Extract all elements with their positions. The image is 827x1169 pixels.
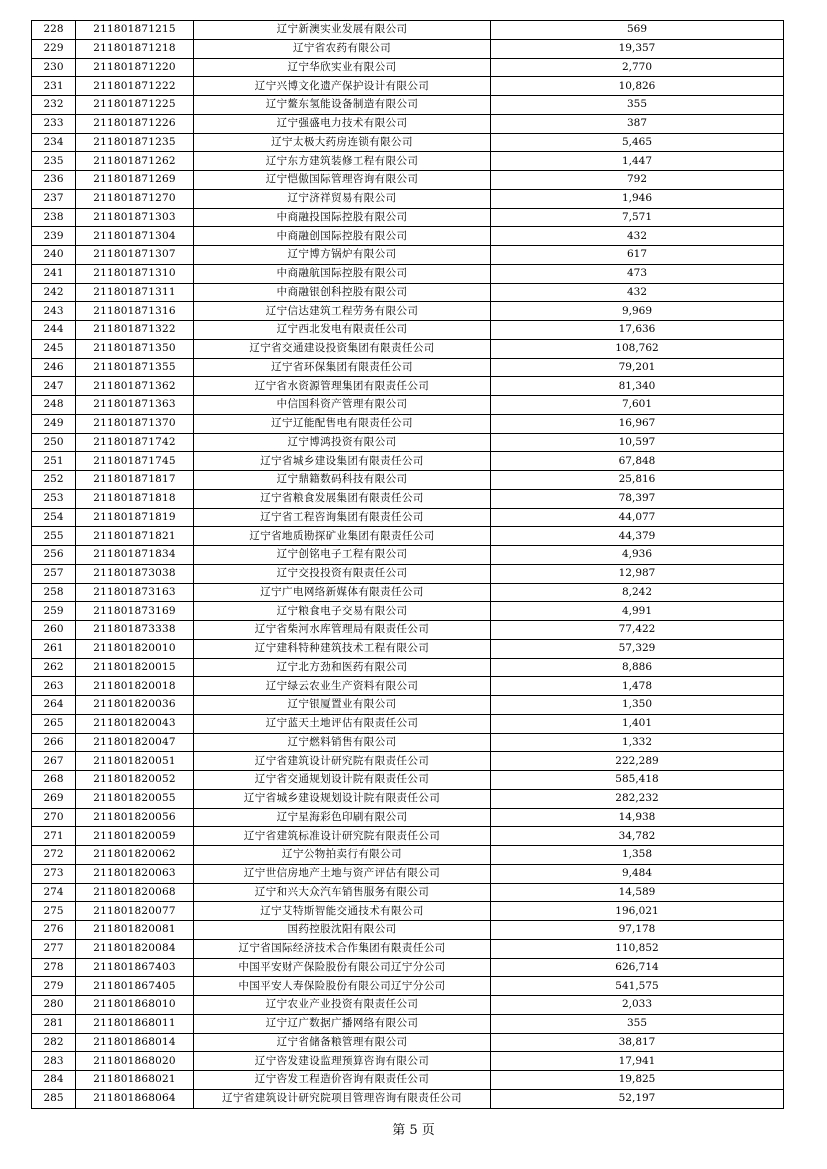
code-cell: 211801871316 [76,302,194,321]
table-row [32,658,784,677]
amount-cell: 19,357 [491,39,784,58]
table-row [32,283,784,302]
amount-cell: 67,848 [491,452,784,471]
table-row [32,302,784,321]
amount-cell: 1,478 [491,677,784,696]
company-name-cell: 中商融投国际控股有限公司 [194,208,491,227]
code-cell: 211801867403 [76,958,194,977]
amount-cell: 617 [491,246,784,265]
company-name-cell: 辽宁强盛电力技术有限公司 [194,114,491,133]
amount-cell: 1,358 [491,846,784,865]
code-cell: 211801871215 [76,21,194,40]
code-cell: 211801820018 [76,677,194,696]
table-row [32,546,784,565]
table-row [32,921,784,940]
code-cell: 211801871262 [76,152,194,171]
company-name-cell: 辽宁粮食电子交易有限公司 [194,602,491,621]
company-name-cell: 辽宁济祥贸易有限公司 [194,189,491,208]
row-number-cell: 280 [32,996,76,1015]
row-number-cell: 238 [32,208,76,227]
amount-cell: 432 [491,283,784,302]
company-name-cell: 中商融银创科控股有限公司 [194,283,491,302]
company-name-cell: 中信国科资产管理有限公司 [194,396,491,415]
row-number-cell: 272 [32,846,76,865]
amount-cell: 108,762 [491,339,784,358]
table-row [32,808,784,827]
company-name-cell: 辽宁西北发电有限责任公司 [194,321,491,340]
code-cell: 211801867405 [76,977,194,996]
company-name-cell: 辽宁省建筑设计研究院有限责任公司 [194,752,491,771]
code-cell: 211801871303 [76,208,194,227]
code-cell: 211801871370 [76,414,194,433]
company-name-cell: 辽宁省农药有限公司 [194,39,491,58]
code-cell: 211801868021 [76,1071,194,1090]
row-number-cell: 239 [32,227,76,246]
amount-cell: 282,232 [491,789,784,808]
amount-cell: 196,021 [491,902,784,921]
amount-cell: 1,332 [491,733,784,752]
amount-cell: 10,597 [491,433,784,452]
table-row [32,733,784,752]
row-number-cell: 243 [32,302,76,321]
code-cell: 211801873163 [76,583,194,602]
amount-cell: 34,782 [491,827,784,846]
company-name-cell: 辽宁恺傲国际管理咨询有限公司 [194,171,491,190]
code-cell: 211801868011 [76,1014,194,1033]
table-row [32,133,784,152]
amount-cell: 25,816 [491,471,784,490]
company-name-cell: 辽宁农业产业投资有限责任公司 [194,996,491,1015]
code-cell: 211801871362 [76,377,194,396]
company-name-cell: 辽宁省工程咨询集团有限责任公司 [194,508,491,527]
code-cell: 211801820063 [76,864,194,883]
amount-cell: 355 [491,1014,784,1033]
row-number-cell: 229 [32,39,76,58]
row-number-cell: 234 [32,133,76,152]
code-cell: 211801871270 [76,189,194,208]
code-cell: 211801868014 [76,1033,194,1052]
amount-cell: 569 [491,21,784,40]
code-cell: 211801871818 [76,489,194,508]
row-number-cell: 269 [32,789,76,808]
company-name-cell: 辽宁兴博文化遗产保护设计有限公司 [194,77,491,96]
table-row [32,433,784,452]
amount-cell: 5,465 [491,133,784,152]
row-number-cell: 255 [32,527,76,546]
row-number-cell: 273 [32,864,76,883]
company-name-cell: 辽宁和兴大众汽车销售服务有限公司 [194,883,491,902]
code-cell: 211801871218 [76,39,194,58]
row-number-cell: 231 [32,77,76,96]
company-name-cell: 辽宁蓝天土地评估有限责任公司 [194,714,491,733]
row-number-cell: 250 [32,433,76,452]
row-number-cell: 230 [32,58,76,77]
amount-cell: 9,484 [491,864,784,883]
table-row [32,902,784,921]
company-name-cell: 辽宁省储备粮管理有限公司 [194,1033,491,1052]
amount-cell: 44,077 [491,508,784,527]
code-cell: 211801871225 [76,96,194,115]
row-number-cell: 251 [32,452,76,471]
amount-cell: 79,201 [491,358,784,377]
amount-cell: 1,401 [491,714,784,733]
row-number-cell: 236 [32,171,76,190]
row-number-cell: 276 [32,921,76,940]
company-name-cell: 辽宁世信房地产土地与资产评估有限公司 [194,864,491,883]
code-cell: 211801871745 [76,452,194,471]
table-row [32,1089,784,1108]
row-number-cell: 244 [32,321,76,340]
page-number: 第 5 页 [392,1123,435,1138]
amount-cell: 1,447 [491,152,784,171]
company-name-cell: 辽宁咨发工程造价咨询有限责任公司 [194,1071,491,1090]
table-row [32,639,784,658]
amount-cell: 7,601 [491,396,784,415]
amount-cell: 14,589 [491,883,784,902]
row-number-cell: 260 [32,621,76,640]
code-cell: 211801873338 [76,621,194,640]
amount-cell: 57,329 [491,639,784,658]
code-cell: 211801871742 [76,433,194,452]
code-cell: 211801871220 [76,58,194,77]
company-name-cell: 中国平安人寿保险股份有限公司辽宁分公司 [194,977,491,996]
row-number-cell: 274 [32,883,76,902]
amount-cell: 1,946 [491,189,784,208]
code-cell: 211801820055 [76,789,194,808]
row-number-cell: 245 [32,339,76,358]
row-number-cell: 235 [32,152,76,171]
table-body [32,21,784,1109]
company-name-cell: 辽宁艾特斯智能交通技术有限公司 [194,902,491,921]
company-name-cell: 中商融航国际控股有限公司 [194,264,491,283]
table-row [32,152,784,171]
row-number-cell: 232 [32,96,76,115]
code-cell: 211801871322 [76,321,194,340]
table-row [32,771,784,790]
company-name-cell: 中商融创国际控股有限公司 [194,227,491,246]
row-number-cell: 253 [32,489,76,508]
row-number-cell: 283 [32,1052,76,1071]
row-number-cell: 278 [32,958,76,977]
table-row [32,39,784,58]
row-number-cell: 246 [32,358,76,377]
table-row [32,939,784,958]
code-cell: 211801820052 [76,771,194,790]
amount-cell: 16,967 [491,414,784,433]
company-name-cell: 辽宁建科特种建筑技术工程有限公司 [194,639,491,658]
table-row [32,621,784,640]
amount-cell: 541,575 [491,977,784,996]
row-number-cell: 265 [32,714,76,733]
table-row [32,883,784,902]
row-number-cell: 279 [32,977,76,996]
company-name-cell: 辽宁鳌东氢能设备制造有限公司 [194,96,491,115]
row-number-cell: 237 [32,189,76,208]
row-number-cell: 263 [32,677,76,696]
company-name-cell: 辽宁省地质勘探矿业集团有限责任公司 [194,527,491,546]
company-name-cell: 辽宁交投投资有限责任公司 [194,564,491,583]
table-row [32,527,784,546]
code-cell: 211801820084 [76,939,194,958]
code-cell: 211801868020 [76,1052,194,1071]
company-name-cell: 辽宁创铭电子工程有限公司 [194,546,491,565]
table-row [32,846,784,865]
company-name-cell: 辽宁新澳实业发展有限公司 [194,21,491,40]
row-number-cell: 228 [32,21,76,40]
code-cell: 211801820036 [76,696,194,715]
table-row [32,752,784,771]
code-cell: 211801820010 [76,639,194,658]
table-row [32,321,784,340]
amount-cell: 8,242 [491,583,784,602]
company-name-cell: 辽宁省环保集团有限责任公司 [194,358,491,377]
company-name-cell: 辽宁北方劲和医药有限公司 [194,658,491,677]
amount-cell: 8,886 [491,658,784,677]
code-cell: 211801820062 [76,846,194,865]
amount-cell: 14,938 [491,808,784,827]
row-number-cell: 281 [32,1014,76,1033]
company-name-cell: 辽宁广电网络新媒体有限责任公司 [194,583,491,602]
row-number-cell: 249 [32,414,76,433]
code-cell: 211801868010 [76,996,194,1015]
code-cell: 211801871350 [76,339,194,358]
code-cell: 211801820059 [76,827,194,846]
table-row [32,171,784,190]
amount-cell: 7,571 [491,208,784,227]
amount-cell: 432 [491,227,784,246]
amount-cell: 387 [491,114,784,133]
table-row [32,508,784,527]
code-cell: 211801871817 [76,471,194,490]
amount-cell: 78,397 [491,489,784,508]
row-number-cell: 241 [32,264,76,283]
company-name-cell: 国药控股沈阳有限公司 [194,921,491,940]
code-cell: 211801871307 [76,246,194,265]
table-row [32,452,784,471]
company-name-cell: 辽宁公物拍卖行有限公司 [194,846,491,865]
company-name-cell: 辽宁省交通规划设计院有限责任公司 [194,771,491,790]
table-row [32,58,784,77]
amount-cell: 52,197 [491,1089,784,1108]
code-cell: 211801871235 [76,133,194,152]
code-cell: 211801873169 [76,602,194,621]
amount-cell: 222,289 [491,752,784,771]
table-row [32,977,784,996]
company-name-cell: 辽宁鼎籍数码科技有限公司 [194,471,491,490]
table-row [32,958,784,977]
code-cell: 211801871310 [76,264,194,283]
row-number-cell: 267 [32,752,76,771]
table-row [32,96,784,115]
table-row [32,208,784,227]
row-number-cell: 242 [32,283,76,302]
row-number-cell: 233 [32,114,76,133]
amount-cell: 19,825 [491,1071,784,1090]
company-name-cell: 辽宁省柴河水库管理局有限责任公司 [194,621,491,640]
row-number-cell: 266 [32,733,76,752]
company-name-cell: 辽宁华欣实业有限公司 [194,58,491,77]
code-cell: 211801873038 [76,564,194,583]
table-row [32,677,784,696]
code-cell: 211801820047 [76,733,194,752]
amount-cell: 10,826 [491,77,784,96]
amount-cell: 792 [491,171,784,190]
table-row [32,827,784,846]
table-row [32,1033,784,1052]
amount-cell: 585,418 [491,771,784,790]
code-cell: 211801820056 [76,808,194,827]
row-number-cell: 256 [32,546,76,565]
code-cell: 211801871821 [76,527,194,546]
code-cell: 211801871819 [76,508,194,527]
code-cell: 211801871269 [76,171,194,190]
table-row [32,264,784,283]
code-cell: 211801871363 [76,396,194,415]
company-name-cell: 辽宁省建筑设计研究院项目管理咨询有限责任公司 [194,1089,491,1108]
row-number-cell: 262 [32,658,76,677]
row-number-cell: 277 [32,939,76,958]
amount-cell: 110,852 [491,939,784,958]
company-name-cell: 辽宁省粮食发展集团有限责任公司 [194,489,491,508]
table-row [32,1014,784,1033]
company-name-cell: 辽宁省城乡建设集团有限责任公司 [194,452,491,471]
code-cell: 211801820043 [76,714,194,733]
code-cell: 211801871311 [76,283,194,302]
table-row [32,339,784,358]
company-name-cell: 辽宁省国际经济技术合作集团有限责任公司 [194,939,491,958]
table-row [32,564,784,583]
row-number-cell: 268 [32,771,76,790]
company-name-cell: 辽宁东方建筑装修工程有限公司 [194,152,491,171]
code-cell: 211801820077 [76,902,194,921]
row-number-cell: 285 [32,1089,76,1108]
table-row [32,489,784,508]
amount-cell: 44,379 [491,527,784,546]
row-number-cell: 270 [32,808,76,827]
amount-cell: 4,936 [491,546,784,565]
company-name-cell: 辽宁太极大药房连锁有限公司 [194,133,491,152]
row-number-cell: 264 [32,696,76,715]
company-name-cell: 辽宁辽广数据广播网络有限公司 [194,1014,491,1033]
table-row [32,789,784,808]
row-number-cell: 257 [32,564,76,583]
table-row [32,714,784,733]
row-number-cell: 271 [32,827,76,846]
table-row [32,246,784,265]
row-number-cell: 259 [32,602,76,621]
company-name-cell: 中国平安财产保险股份有限公司辽宁分公司 [194,958,491,977]
code-cell: 211801820015 [76,658,194,677]
table-row [32,414,784,433]
row-number-cell: 252 [32,471,76,490]
amount-cell: 17,941 [491,1052,784,1071]
table-row [32,583,784,602]
amount-cell: 38,817 [491,1033,784,1052]
row-number-cell: 247 [32,377,76,396]
amount-cell: 4,991 [491,602,784,621]
table-row [32,471,784,490]
code-cell: 211801820051 [76,752,194,771]
company-name-cell: 辽宁星海彩色印刷有限公司 [194,808,491,827]
company-name-cell: 辽宁辽能配售电有限责任公司 [194,414,491,433]
amount-cell: 2,033 [491,996,784,1015]
table-row [32,396,784,415]
company-name-cell: 辽宁省水资源管理集团有限责任公司 [194,377,491,396]
table-row [32,189,784,208]
code-cell: 211801868064 [76,1089,194,1108]
row-number-cell: 240 [32,246,76,265]
amount-cell: 2,770 [491,58,784,77]
table-row [32,227,784,246]
company-name-cell: 辽宁绿云农业生产资料有限公司 [194,677,491,696]
table-row [32,1071,784,1090]
table-row [32,864,784,883]
code-cell: 211801871355 [76,358,194,377]
row-number-cell: 282 [32,1033,76,1052]
table-row [32,77,784,96]
data-table [31,20,784,1109]
table-row [32,1052,784,1071]
amount-cell: 17,636 [491,321,784,340]
table-row [32,21,784,40]
company-name-cell: 辽宁银厦置业有限公司 [194,696,491,715]
row-number-cell: 284 [32,1071,76,1090]
row-number-cell: 254 [32,508,76,527]
amount-cell: 355 [491,96,784,115]
code-cell: 211801820081 [76,921,194,940]
amount-cell: 9,969 [491,302,784,321]
table-row [32,602,784,621]
table-row [32,996,784,1015]
company-name-cell: 辽宁咨发建设监理预算咨询有限公司 [194,1052,491,1071]
amount-cell: 1,350 [491,696,784,715]
table-row [32,377,784,396]
amount-cell: 81,340 [491,377,784,396]
amount-cell: 626,714 [491,958,784,977]
table-row [32,114,784,133]
company-name-cell: 辽宁省交通建设投资集团有限责任公司 [194,339,491,358]
code-cell: 211801820068 [76,883,194,902]
company-name-cell: 辽宁信达建筑工程劳务有限公司 [194,302,491,321]
company-name-cell: 辽宁燃料销售有限公司 [194,733,491,752]
amount-cell: 97,178 [491,921,784,940]
amount-cell: 77,422 [491,621,784,640]
amount-cell: 12,987 [491,564,784,583]
company-name-cell: 辽宁博鸿投资有限公司 [194,433,491,452]
code-cell: 211801871226 [76,114,194,133]
code-cell: 211801871304 [76,227,194,246]
company-name-cell: 辽宁省建筑标准设计研究院有限责任公司 [194,827,491,846]
amount-cell: 473 [491,264,784,283]
code-cell: 211801871222 [76,77,194,96]
row-number-cell: 275 [32,902,76,921]
table-row [32,358,784,377]
company-name-cell: 辽宁博方锅炉有限公司 [194,246,491,265]
row-number-cell: 248 [32,396,76,415]
table-row [32,696,784,715]
company-name-cell: 辽宁省城乡建设规划设计院有限责任公司 [194,789,491,808]
code-cell: 211801871834 [76,546,194,565]
row-number-cell: 261 [32,639,76,658]
row-number-cell: 258 [32,583,76,602]
